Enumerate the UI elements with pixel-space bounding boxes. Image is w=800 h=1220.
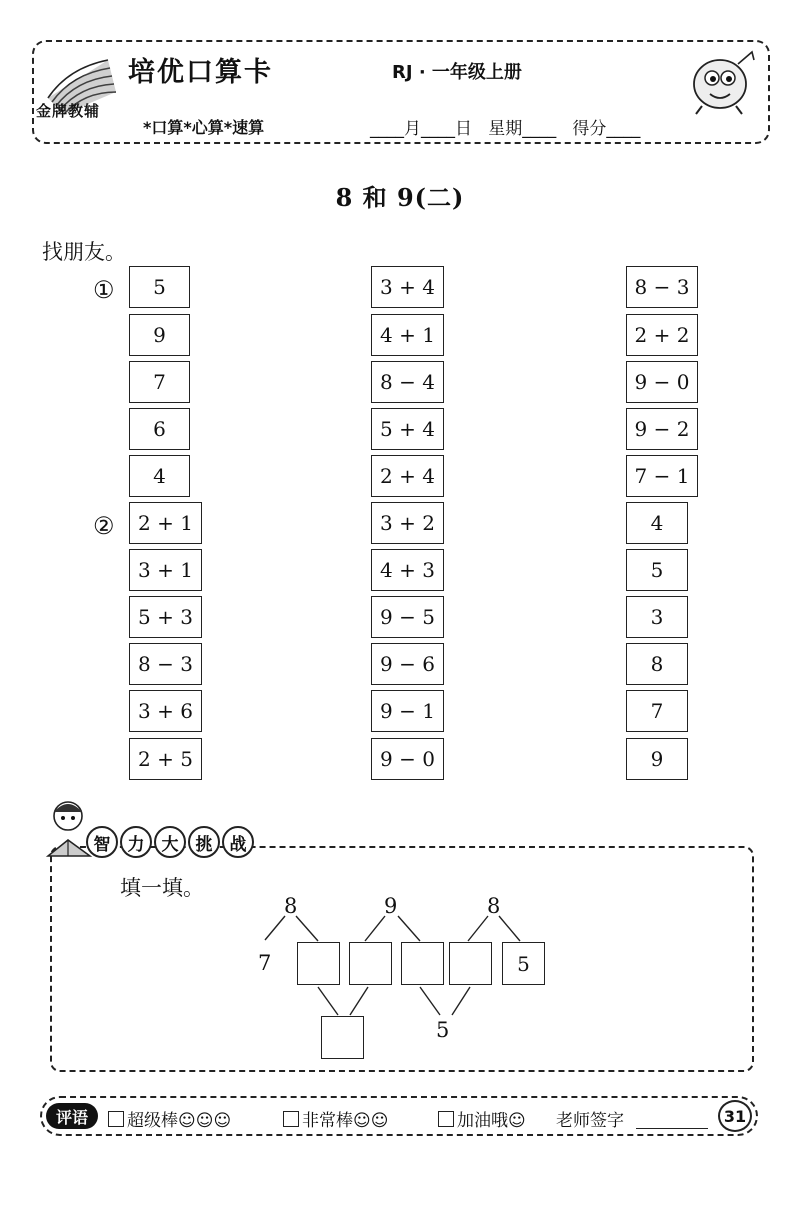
answer-box: 3 xyxy=(626,596,688,638)
group-marker-2: ② xyxy=(93,512,115,540)
left-number: 7 xyxy=(258,951,272,975)
challenge-title xyxy=(86,826,254,860)
grade-label: RJ · 一年级上册 xyxy=(392,62,522,83)
given-box: 5 xyxy=(502,942,545,985)
expression-box: 3 + 2 xyxy=(371,502,444,544)
expression-box: 8 − 3 xyxy=(626,266,698,308)
expression-box: 2 + 4 xyxy=(371,455,444,497)
expression-box: 9 − 0 xyxy=(626,361,698,403)
option-super[interactable] xyxy=(108,1106,231,1131)
checkbox[interactable] xyxy=(438,1111,454,1127)
option-label: 加油哦☺ xyxy=(457,1111,526,1131)
answer-box: 9 xyxy=(626,738,688,780)
checkbox[interactable] xyxy=(108,1111,124,1127)
signature-line[interactable] xyxy=(636,1128,708,1129)
top-number: 8 xyxy=(284,894,298,918)
expression-box: 7 − 1 xyxy=(626,455,698,497)
instruction-text: 找朋友。 xyxy=(42,240,126,264)
expression-box: 2 + 5 xyxy=(129,738,202,780)
blank-box[interactable] xyxy=(449,942,492,985)
brand-name: 金牌教辅 xyxy=(36,102,101,120)
expression-box: 9 − 1 xyxy=(371,690,444,732)
top-number: 8 xyxy=(487,894,501,918)
slogan: *口算*心算*速算 xyxy=(143,118,265,137)
expression-box: 9 − 0 xyxy=(371,738,444,780)
top-number: 9 xyxy=(384,894,398,918)
book-logo-icon xyxy=(38,48,124,134)
answer-box: 6 xyxy=(129,408,190,450)
blank-box[interactable] xyxy=(349,942,392,985)
expression-box: 2 + 2 xyxy=(626,314,698,356)
teacher-signature-label: 老师签字 xyxy=(556,1111,624,1131)
expression-box: 5 + 3 xyxy=(129,596,202,638)
challenge-title-char: 力 xyxy=(120,826,152,858)
expression-box: 9 − 2 xyxy=(626,408,698,450)
expression-box: 4 + 1 xyxy=(371,314,444,356)
option-keep-going[interactable] xyxy=(438,1106,526,1131)
expression-box: 3 + 6 xyxy=(129,690,202,732)
mascot-icon xyxy=(680,44,762,118)
date-score-line: ____月____日 星期____ 得分____ xyxy=(370,119,641,139)
option-label: 超级棒☺☺☺ xyxy=(127,1111,232,1131)
expression-box: 4 + 3 xyxy=(371,549,444,591)
blank-box[interactable] xyxy=(297,942,340,985)
page-number: 31 xyxy=(718,1100,752,1132)
bottom-number: 5 xyxy=(436,1018,450,1042)
expression-box: 5 + 4 xyxy=(371,408,444,450)
expression-box: 8 − 4 xyxy=(371,361,444,403)
lesson-title: 8 和 9(二) xyxy=(335,183,465,212)
expression-box: 8 − 3 xyxy=(129,643,202,685)
expression-box: 9 − 6 xyxy=(371,643,444,685)
challenge-title-char: 战 xyxy=(222,826,254,858)
expression-box: 9 − 5 xyxy=(371,596,444,638)
group-marker-1: ① xyxy=(93,276,115,304)
expression-box: 2 + 1 xyxy=(129,502,202,544)
option-very-good[interactable] xyxy=(283,1106,388,1131)
answer-box: 5 xyxy=(626,549,688,591)
checkbox[interactable] xyxy=(283,1111,299,1127)
challenge-title-char: 智 xyxy=(86,826,118,858)
answer-box: 4 xyxy=(129,455,190,497)
blank-box[interactable] xyxy=(321,1016,364,1059)
challenge-title-char: 挑 xyxy=(188,826,220,858)
option-label: 非常棒☺☺ xyxy=(302,1111,389,1131)
fill-instruction: 填一填。 xyxy=(120,876,204,900)
card-title: 培优口算卡 xyxy=(128,57,273,88)
expression-box: 3 + 4 xyxy=(371,266,444,308)
answer-box: 9 xyxy=(129,314,190,356)
answer-box: 7 xyxy=(626,690,688,732)
comment-badge: 评语 xyxy=(46,1103,98,1129)
challenge-title-char: 大 xyxy=(154,826,186,858)
answer-box: 5 xyxy=(129,266,190,308)
expression-box: 3 + 1 xyxy=(129,549,202,591)
answer-box: 7 xyxy=(129,361,190,403)
answer-box: 4 xyxy=(626,502,688,544)
answer-box: 8 xyxy=(626,643,688,685)
blank-box[interactable] xyxy=(401,942,444,985)
